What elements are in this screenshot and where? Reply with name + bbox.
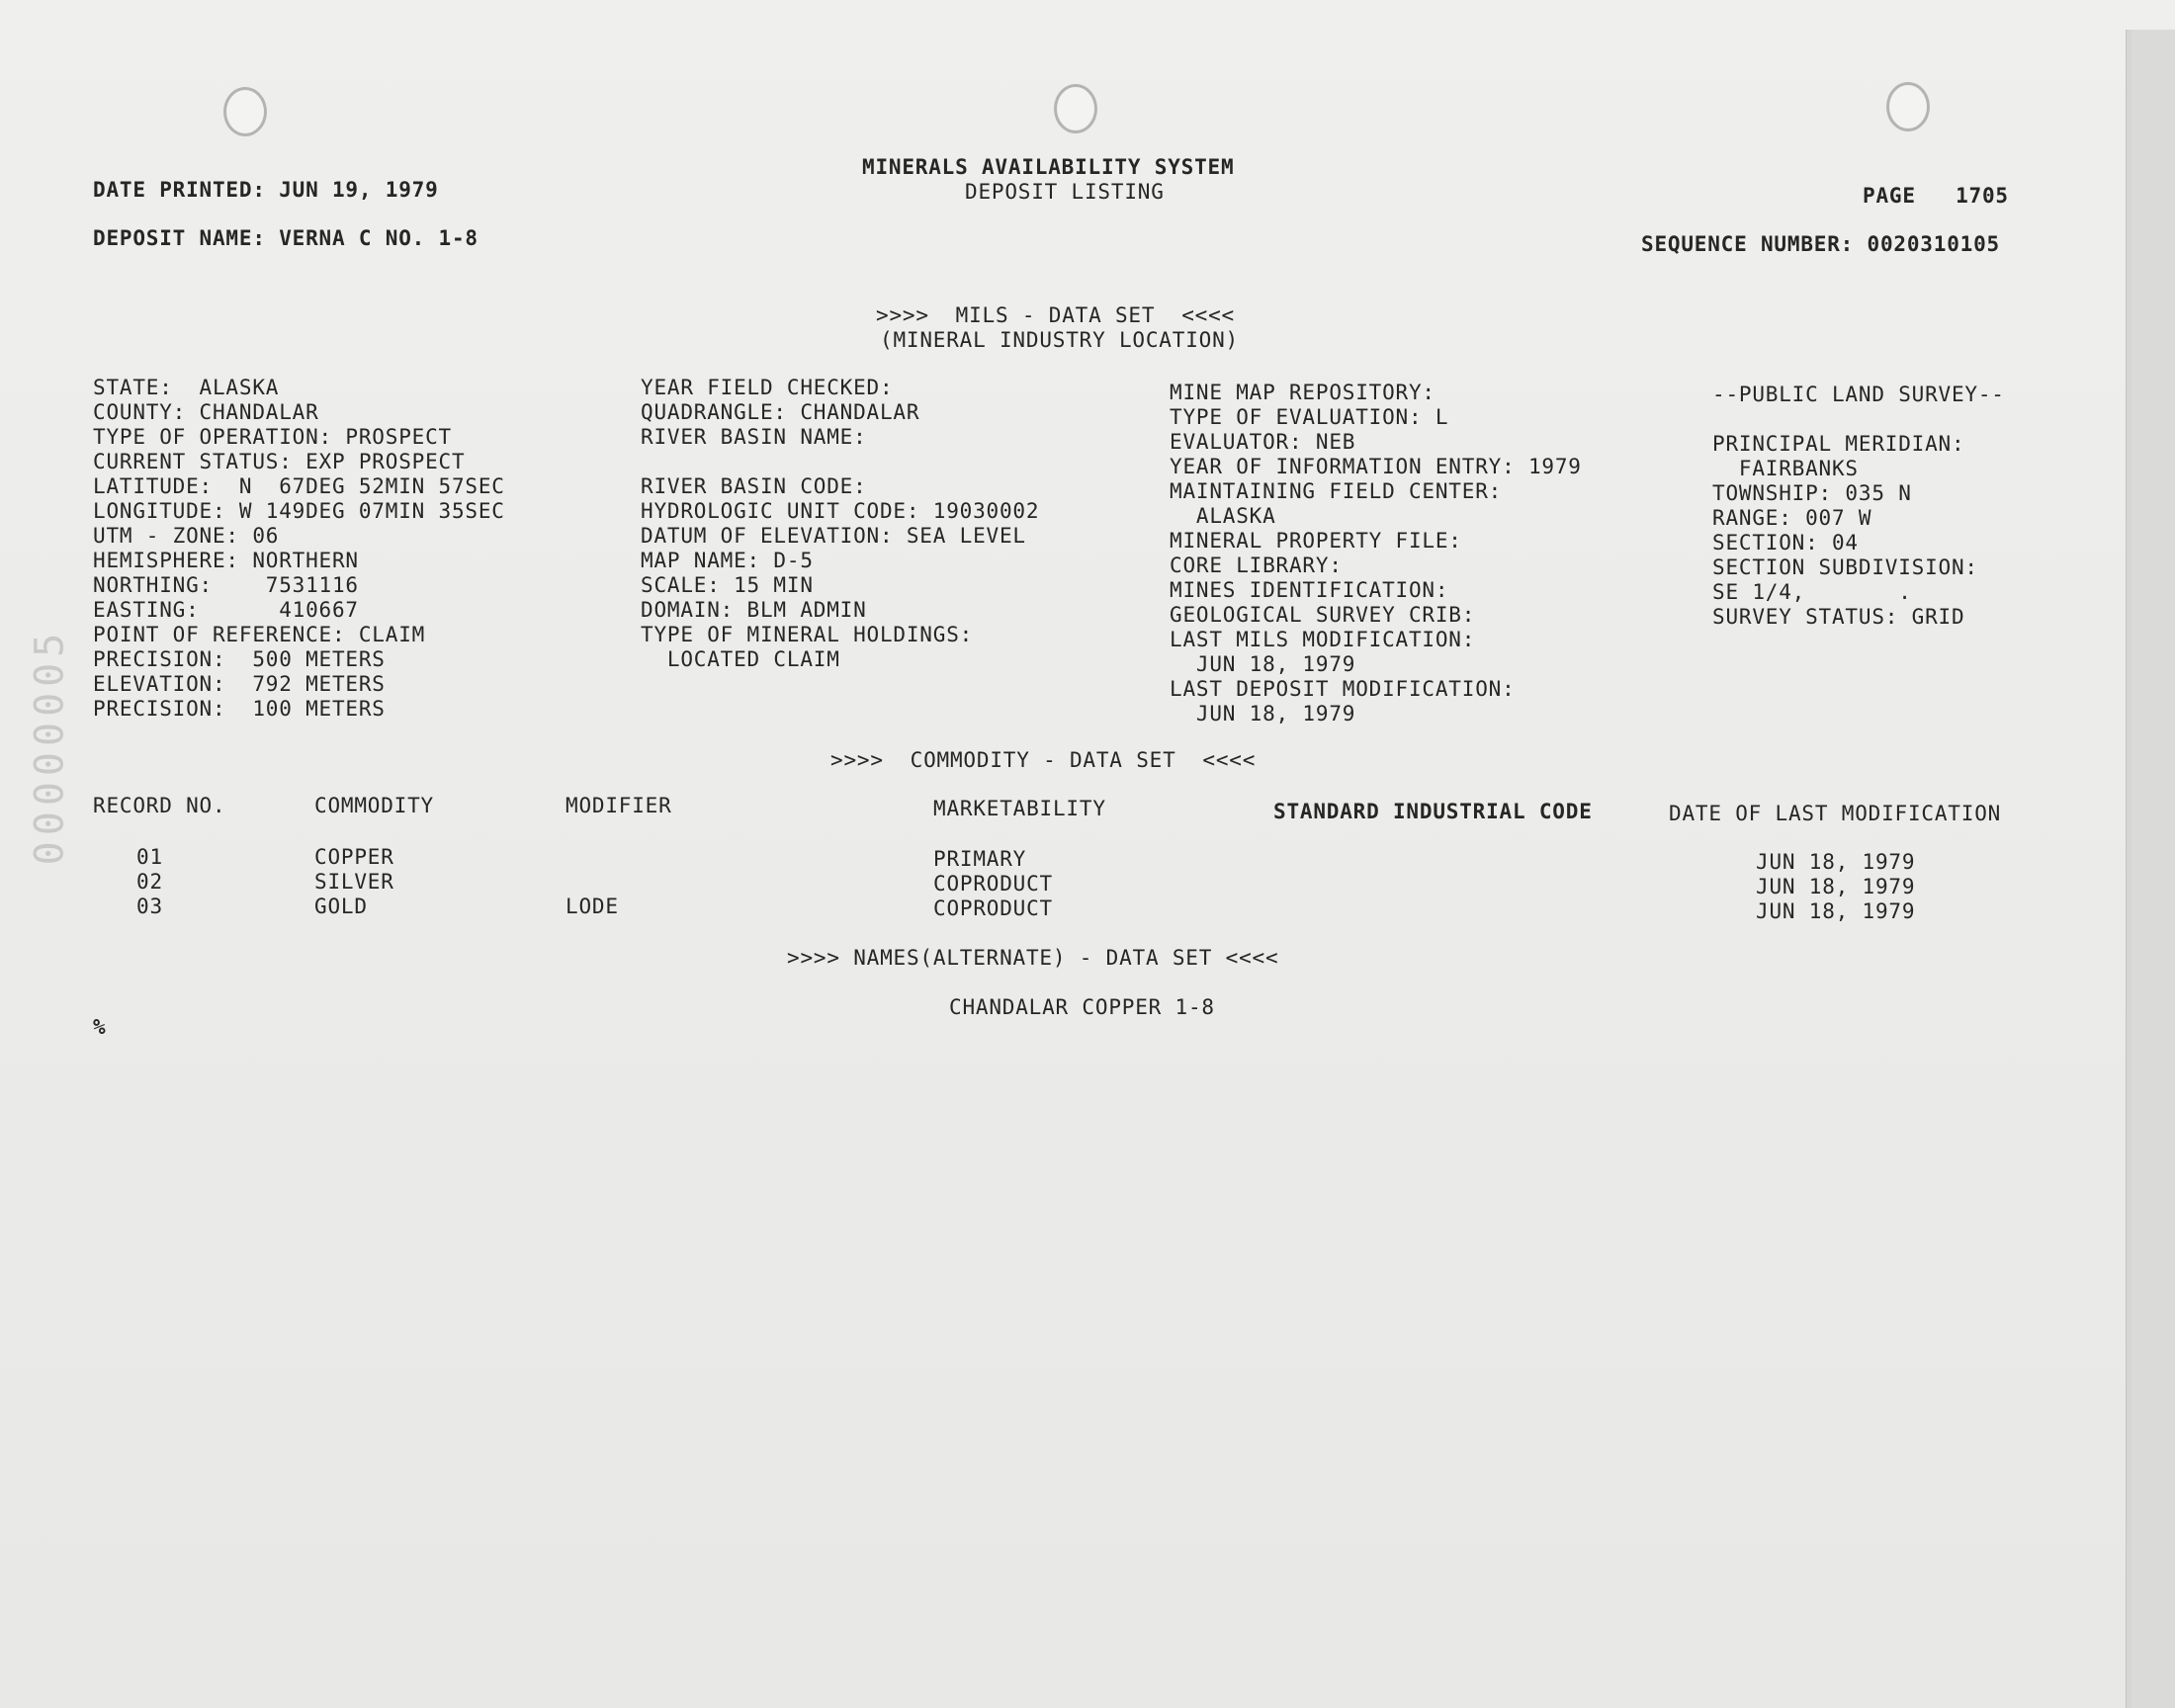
table-cell-record: 03 — [136, 895, 163, 918]
field-county: COUNTY: CHANDALAR — [93, 400, 319, 424]
table-cell-marketability: COPRODUCT — [933, 872, 1053, 896]
field-maintaining-field-center: MAINTAINING FIELD CENTER: — [1170, 479, 1503, 503]
mils-subheading: (MINERAL INDUSTRY LOCATION) — [880, 328, 1239, 352]
field-precision: PRECISION: 500 METERS — [93, 647, 386, 671]
field-longitude: LONGITUDE: W 149DEG 07MIN 35SEC — [93, 499, 505, 523]
field-elevation-precision: PRECISION: 100 METERS — [93, 697, 386, 721]
field-principal-meridian: PRINCIPAL MERIDIAN: — [1712, 432, 1965, 456]
field-hemisphere: HEMISPHERE: NORTHERN — [93, 549, 359, 572]
mils-heading: >>>> MILS - DATA SET <<<< — [876, 303, 1235, 327]
field-northing: NORTHING: 7531116 — [93, 573, 359, 597]
field-domain: DOMAIN: BLM ADMIN — [641, 598, 867, 622]
field-quadrangle: QUADRANGLE: CHANDALAR — [641, 400, 920, 424]
field-last-deposit-modification: LAST DEPOSIT MODIFICATION: — [1170, 677, 1516, 701]
table-cell-commodity: COPPER — [314, 845, 394, 869]
table-cell-commodity: GOLD — [314, 895, 368, 918]
commodity-heading: >>>> COMMODITY - DATA SET <<<< — [830, 748, 1257, 772]
field-survey-status: SURVEY STATUS: GRID — [1712, 605, 1965, 629]
table-cell-modifier: LODE — [566, 895, 619, 918]
margin-stamp — [27, 554, 72, 939]
field-last-mils-modification: LAST MILS MODIFICATION: — [1170, 628, 1476, 651]
field-range: RANGE: 007 W — [1712, 506, 1872, 530]
punch-hole — [1886, 82, 1930, 131]
names-heading: >>>> NAMES(ALTERNATE) - DATA SET <<<< — [787, 946, 1279, 970]
field-datum-of-elevation: DATUM OF ELEVATION: SEA LEVEL — [641, 524, 1026, 548]
field-state: STATE: ALASKA — [93, 376, 280, 399]
field-geological-survey-crib: GEOLOGICAL SURVEY CRIB: — [1170, 603, 1476, 627]
field-mineral-holdings-value: LOCATED CLAIM — [641, 647, 840, 671]
footer-mark: % — [93, 1015, 107, 1039]
public-land-survey-heading: --PUBLIC LAND SURVEY-- — [1712, 383, 2005, 406]
field-principal-meridian-value: FAIRBANKS — [1712, 457, 1859, 480]
page-number: PAGE 1705 — [1863, 184, 2009, 208]
punch-hole — [1054, 84, 1097, 133]
field-type-of-mineral-holdings: TYPE OF MINERAL HOLDINGS: — [641, 623, 974, 646]
column-header-marketability: MARKETABILITY — [933, 797, 1106, 820]
field-core-library: CORE LIBRARY: — [1170, 554, 1343, 577]
field-utm-zone: UTM - ZONE: 06 — [93, 524, 280, 548]
field-last-deposit-modification-date: JUN 18, 1979 — [1170, 702, 1356, 726]
field-easting: EASTING: 410667 — [93, 598, 359, 622]
column-header-commodity: COMMODITY — [314, 794, 434, 817]
field-last-mils-modification-date: JUN 18, 1979 — [1170, 652, 1356, 676]
punch-hole — [223, 87, 267, 136]
field-river-basin-name: RIVER BASIN NAME: — [641, 425, 867, 449]
field-hydrologic-unit-code: HYDROLOGIC UNIT CODE: 19030002 — [641, 499, 1040, 523]
column-header-date-of-last-modification: DATE OF LAST MODIFICATION — [1669, 802, 2002, 825]
table-cell-marketability: COPRODUCT — [933, 897, 1053, 920]
field-field-center-value: ALASKA — [1170, 504, 1276, 528]
field-type-of-evaluation: TYPE OF EVALUATION: L — [1170, 405, 1449, 429]
field-section-subdivision: SECTION SUBDIVISION: — [1712, 555, 1978, 579]
field-map-name: MAP NAME: D-5 — [641, 549, 814, 572]
field-year-field-checked: YEAR FIELD CHECKED: — [641, 376, 894, 399]
column-header-modifier: MODIFIER — [566, 794, 672, 817]
field-elevation: ELEVATION: 792 METERS — [93, 672, 386, 696]
field-year-of-information-entry: YEAR OF INFORMATION ENTRY: 1979 — [1170, 455, 1582, 478]
background-strip — [2132, 30, 2175, 1708]
field-point-of-reference: POINT OF REFERENCE: CLAIM — [93, 623, 426, 646]
field-township: TOWNSHIP: 035 N — [1712, 481, 1912, 505]
report-title: MINERALS AVAILABILITY SYSTEM — [862, 155, 1235, 179]
deposit-name: DEPOSIT NAME: VERNA C NO. 1-8 — [93, 226, 478, 250]
field-mine-map-repository: MINE MAP REPOSITORY: — [1170, 381, 1436, 404]
table-cell-date: JUN 18, 1979 — [1756, 899, 1916, 923]
table-cell-date: JUN 18, 1979 — [1756, 875, 1916, 898]
field-current-status: CURRENT STATUS: EXP PROSPECT — [93, 450, 466, 473]
field-scale: SCALE: 15 MIN — [641, 573, 814, 597]
table-cell-date: JUN 18, 1979 — [1756, 850, 1916, 874]
report-subtitle: DEPOSIT LISTING — [965, 180, 1165, 204]
field-section: SECTION: 04 — [1712, 531, 1859, 555]
table-cell-marketability: PRIMARY — [933, 847, 1027, 871]
alternate-name: CHANDALAR COPPER 1-8 — [949, 995, 1215, 1019]
field-latitude: LATITUDE: N 67DEG 52MIN 57SEC — [93, 474, 505, 498]
date-printed: DATE PRINTED: JUN 19, 1979 — [93, 178, 439, 202]
field-type-of-operation: TYPE OF OPERATION: PROSPECT — [93, 425, 452, 449]
margin-stamp-text: 00000005 — [27, 627, 72, 866]
column-header-record-no: RECORD NO. — [93, 794, 226, 817]
table-cell-commodity: SILVER — [314, 870, 394, 894]
field-river-basin-code: RIVER BASIN CODE: — [641, 474, 867, 498]
column-header-standard-industrial-code: STANDARD INDUSTRIAL CODE — [1273, 800, 1593, 823]
field-mines-identification: MINES IDENTIFICATION: — [1170, 578, 1449, 602]
field-mineral-property-file: MINERAL PROPERTY FILE: — [1170, 529, 1462, 553]
table-cell-record: 01 — [136, 845, 163, 869]
table-cell-record: 02 — [136, 870, 163, 894]
field-evaluator: EVALUATOR: NEB — [1170, 430, 1356, 454]
sequence-number: SEQUENCE NUMBER: 0020310105 — [1641, 232, 2000, 256]
field-section-subdivision-value: SE 1/4, . — [1712, 580, 1912, 604]
